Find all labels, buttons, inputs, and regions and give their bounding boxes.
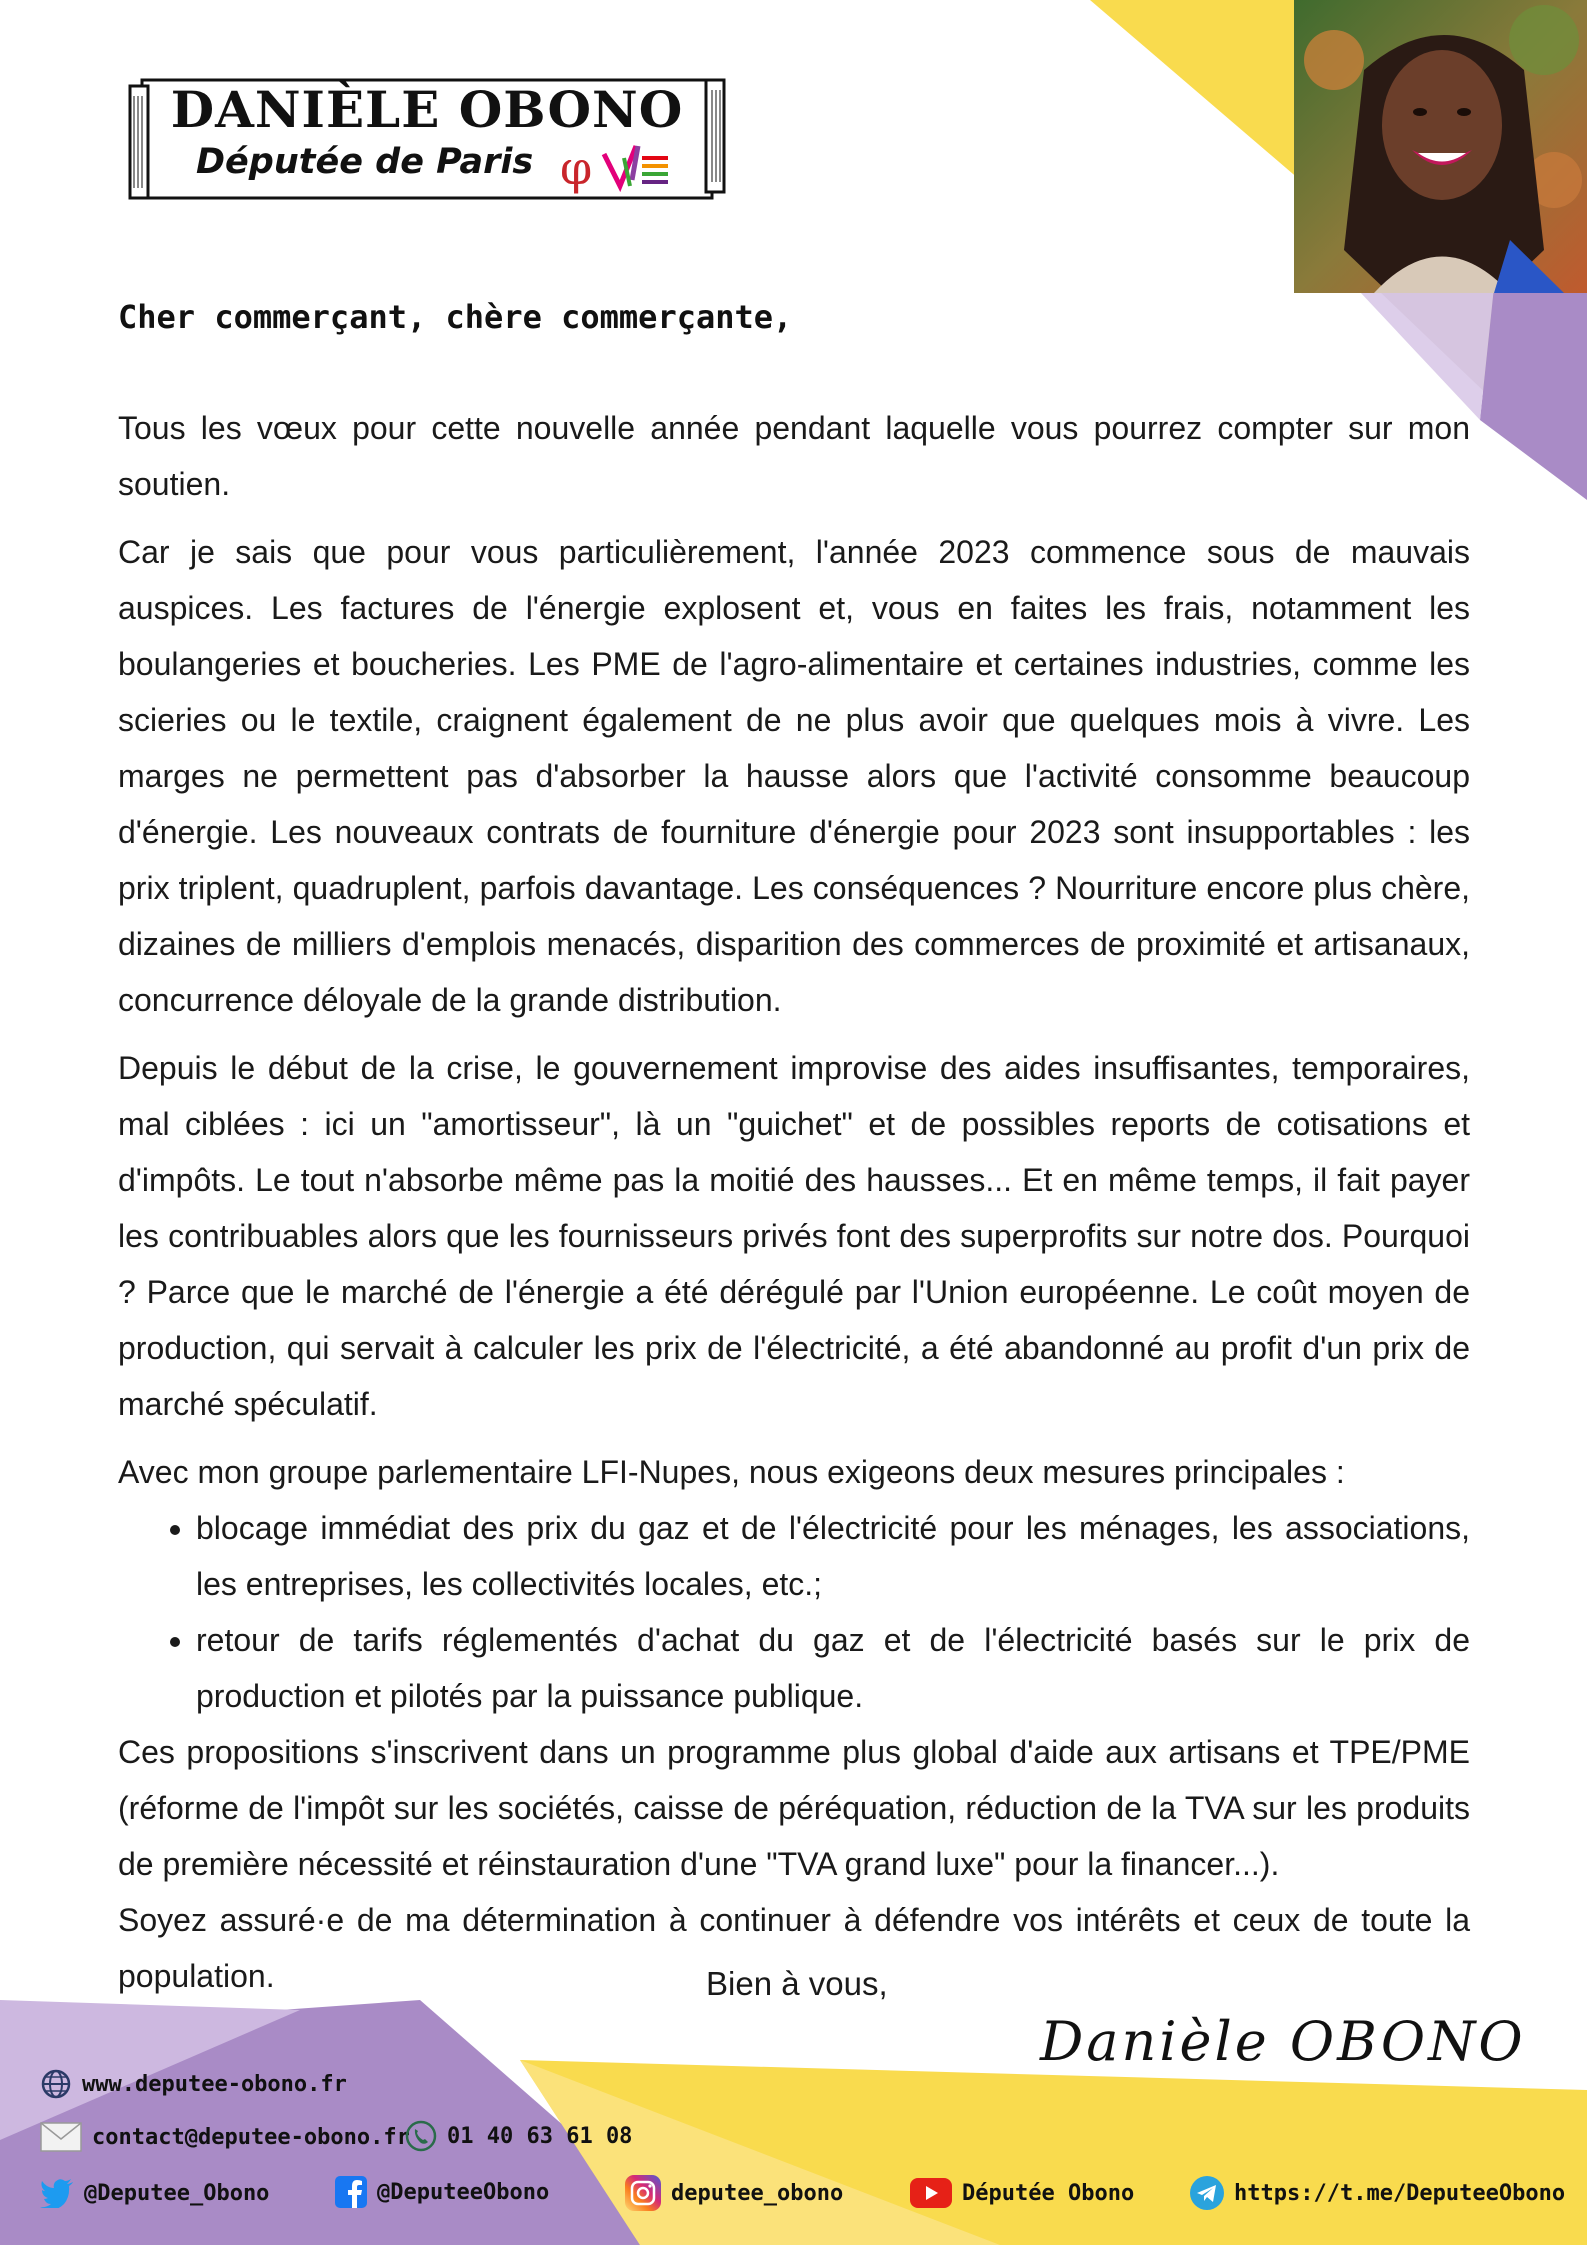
header-banner <box>128 70 726 210</box>
youtube-link[interactable] <box>910 2178 1134 2208</box>
salutation: Cher commerçant, chère commerçante, <box>118 298 793 336</box>
twitter-text: @Deputee_Obono <box>84 2180 270 2206</box>
twitter-link[interactable] <box>40 2178 269 2208</box>
paragraph-energy-bills: Car je sais que pour vous particulièrement, l'année 2023 commence sous de mauvais auspices. Les factures de l'énergie explosent et, vous en faites les frais, notamment les boulangeries et boucheries. Les PME de l'agro-alimentaire et certaines industries, comme les scieries ou le textile, craignent également de ne plus avoir que quelques mois à vivre. Les marges ne permettent pas d'absorber la hausse alors que l'activité consomme beaucoup d'énergie. Les nouveaux contrats de fourniture d'énergie pour 2023 sont insupportables : les prix triplent, quadruplent, parfois davantage. Les conséquences ? Nourriture encore plus chère, dizaines de milliers d'emplois menacés, disparition des commerces de proximité et artisanaux, concurrence déloyale de la grande distribution. <box>118 534 1470 1018</box>
list-item: • blocage immédiat des prix du gaz et de l'électricité pour les ménages, les associations, les entreprises, les collectivités locales, etc.; <box>196 1500 1470 1612</box>
paragraph-government: Depuis le début de la crise, le gouvernement improvise des aides insuffisantes, temporaires, mal ciblées : ici un "amortisseur", là un "guichet" et de possibles reports de cotisations et d'impôts. Le tout n'absorbe même pas la moitié des hausses... Et en même temps, il fait payer les contribuables alors que les fournisseurs privés font des superprofits sur notre dos. Pourquoi ? Parce que le marché de l'énergie a été dérégulé par l'Union européenne. Le coût moyen de production, qui servait à calculer les prix de l'électricité, a été abandonné au profit d'un prix de marché spéculatif. <box>118 1050 1470 1422</box>
paragraph-proposals: Ces propositions s'inscrivent dans un programme plus global d'aide aux artisans et TPE/PME (réforme de l'impôt sur les sociétés, caisse de péréquation, réduction de la TVA sur les produits de première nécessité et réinstauration d'une "TVA grand luxe" pour la financer...). <box>118 1734 1470 1882</box>
svg-text:φ: φ <box>560 141 593 195</box>
instagram-text: deputee_obono <box>671 2180 844 2206</box>
facebook-link[interactable] <box>335 2176 549 2208</box>
portrait-photo <box>1294 0 1587 293</box>
party-logo <box>560 136 700 196</box>
paragraph-demands: Avec mon groupe parlementaire LFI-Nupes, nous exigeons deux mesures principales : <box>118 1454 1345 1490</box>
facebook-text: @DeputeeObono <box>377 2179 550 2205</box>
closing-line: Bien à vous, <box>706 1965 888 2002</box>
deputy-name: DANIÈLE OBONO <box>170 80 684 139</box>
twitter-icon <box>40 2178 74 2208</box>
instagram-icon <box>625 2175 661 2211</box>
facebook-icon <box>335 2176 367 2208</box>
phone-text: 01 40 63 61 08 <box>447 2123 633 2149</box>
email-link[interactable] <box>40 2122 410 2152</box>
envelope-icon <box>40 2122 82 2152</box>
paragraph-determination: Soyez assuré·e de ma détermination à continuer à défendre vos intérêts et ceux de toute la population. <box>118 1902 1470 1994</box>
website-text: www.deputee-obono.fr <box>82 2071 347 2097</box>
telegram-icon <box>1190 2176 1224 2210</box>
youtube-icon <box>910 2178 952 2208</box>
letter-body <box>118 400 1470 2004</box>
signature: Danièle OBONO <box>1040 2010 1526 2073</box>
email-text: contact@deputee-obono.fr <box>92 2124 410 2150</box>
website-link[interactable] <box>40 2068 347 2100</box>
telegram-link[interactable] <box>1190 2176 1565 2210</box>
phone-icon <box>405 2120 437 2152</box>
youtube-text: Députée Obono <box>962 2180 1135 2206</box>
list-item: • retour de tarifs réglementés d'achat du gaz et de l'électricité basés sur le prix de production et pilotés par la puissance publique. <box>196 1612 1470 1724</box>
phone-link[interactable] <box>405 2120 632 2152</box>
globe-icon <box>40 2068 72 2100</box>
paragraph-wishes: Tous les vœux pour cette nouvelle année pendant laquelle vous pourrez compter sur mon soutien. <box>118 410 1470 502</box>
deputy-title: Députée de Paris <box>196 142 534 182</box>
telegram-text: https://t.me/DeputeeObono <box>1234 2180 1566 2206</box>
instagram-link[interactable] <box>625 2175 843 2211</box>
demands-list <box>118 1500 1470 1724</box>
